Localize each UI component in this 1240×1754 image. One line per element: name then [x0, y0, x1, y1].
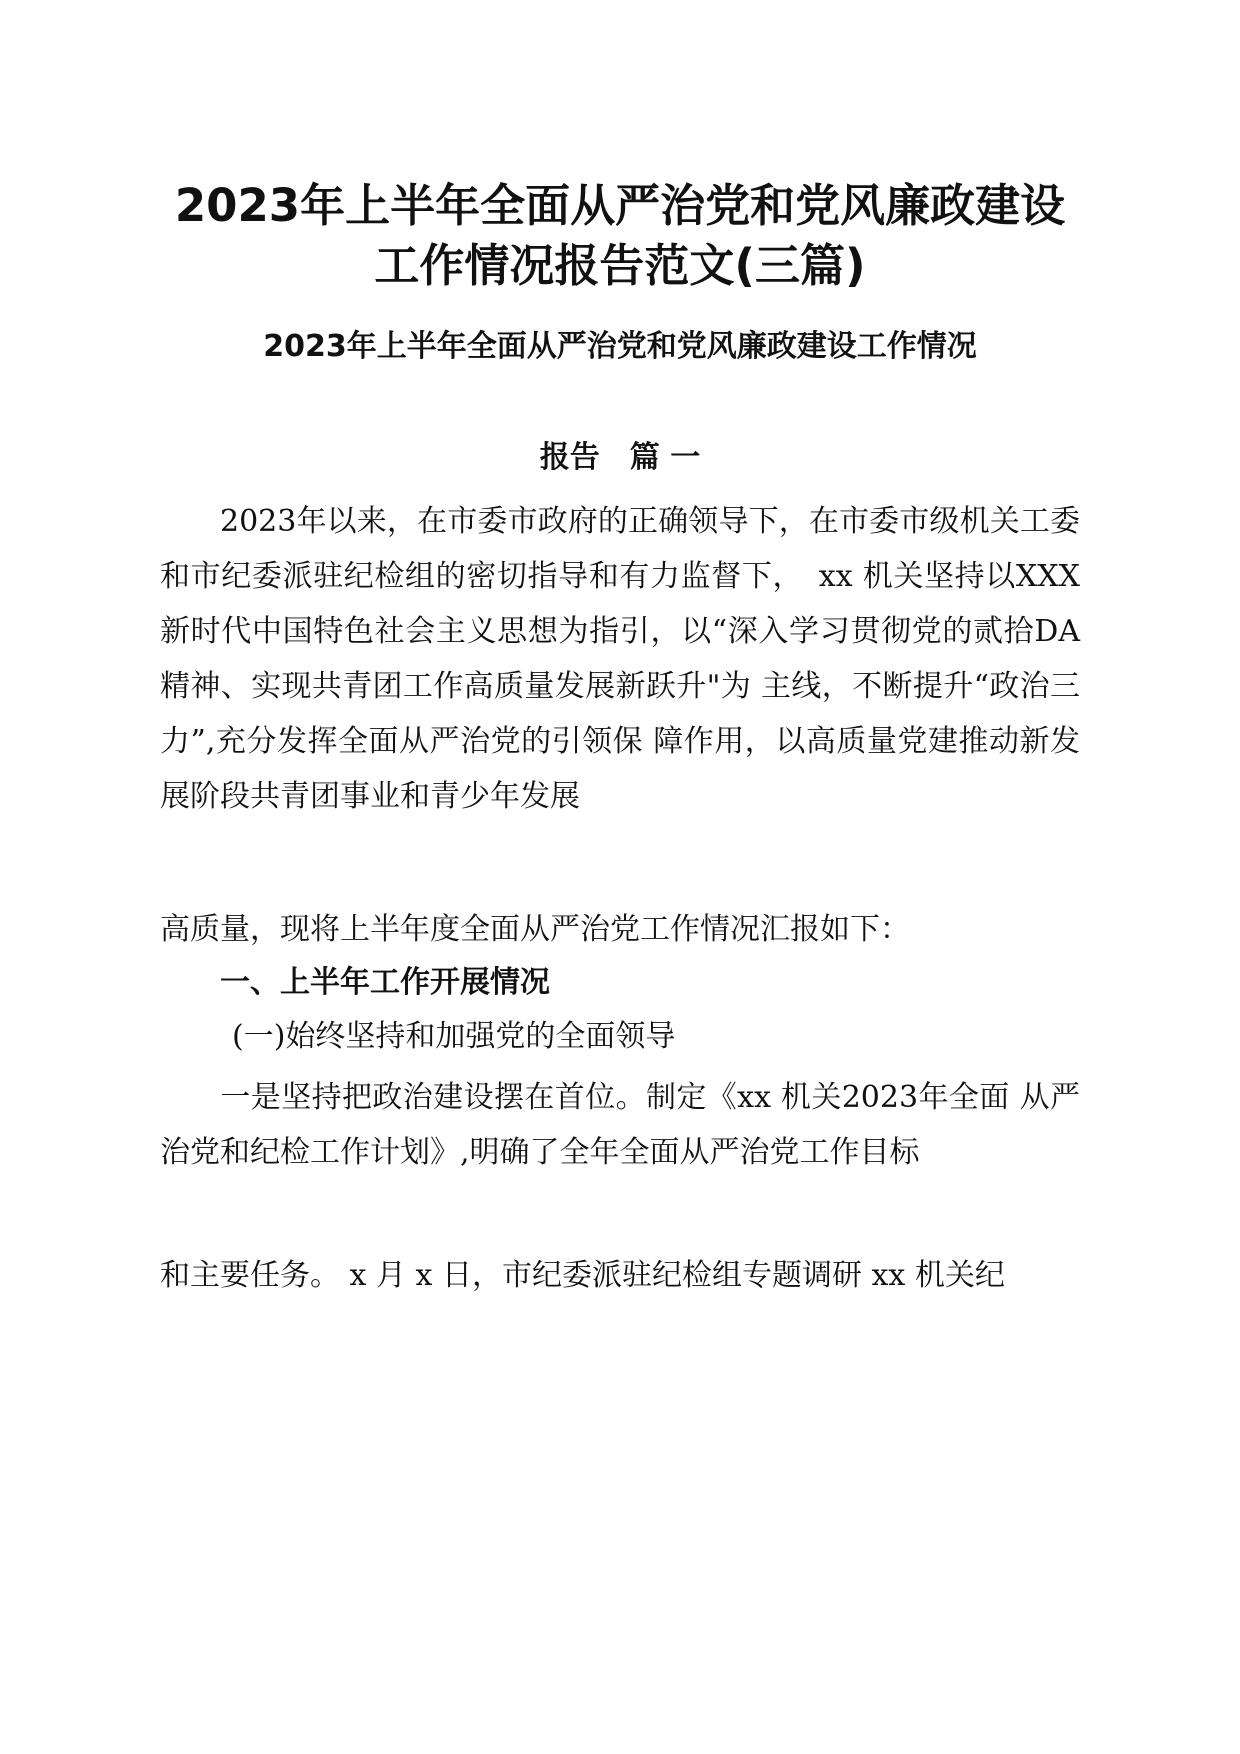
point-paragraph: [160, 1070, 1080, 1180]
section-heading: 一、上半年工作开展情况: [220, 965, 550, 1000]
report-subtitle: 2023年上半年全面从严治党和党风廉政建设工作情况: [263, 329, 977, 364]
point-paragraph-text: 一是坚持把政治建设摆在首位。制定《xx 机关2023年全面 从严治党和纪检工作计划》,明确了全年全面从严治党工作目标: [160, 1080, 1080, 1170]
report-subtitle-part: 报告 篇 一: [539, 440, 701, 475]
document-title-line-2: 工作情况报告范文(三篇): [374, 239, 866, 292]
intro-paragraph-text: 2023年以来，在市委市政府的正确领导下，在市委市级机关工委和市纪委派驻纪检组的密切指导和有力监督下， xx 机关坚持以XXX新时代中国特色社会主义思想为指引，以“深入学习贯彻党的贰拾DA精神、实现共青团工作高质量发展新跃升"为 主线，不断提升“政治三力”,充分发挥全面从严治党的引领保 障作用，以高质量党建推动新发展阶段共青团事业和青少年发展: [160, 504, 1080, 814]
subsection-heading: (一)始终坚持和加强党的全面领导: [232, 1019, 676, 1054]
intro-paragraph: [160, 494, 1080, 824]
intro-continuation-paragraph: 高质量，现将上半年度全面从严治党工作情况汇报如下：: [160, 912, 910, 947]
point-continuation-paragraph: 和主要任务。 x 月 x 日，市纪委派驻纪检组专题调研 xx 机关纪: [160, 1258, 1005, 1293]
document-title-line-1: 2023年上半年全面从严治党和党风廉政建设: [174, 179, 1066, 232]
